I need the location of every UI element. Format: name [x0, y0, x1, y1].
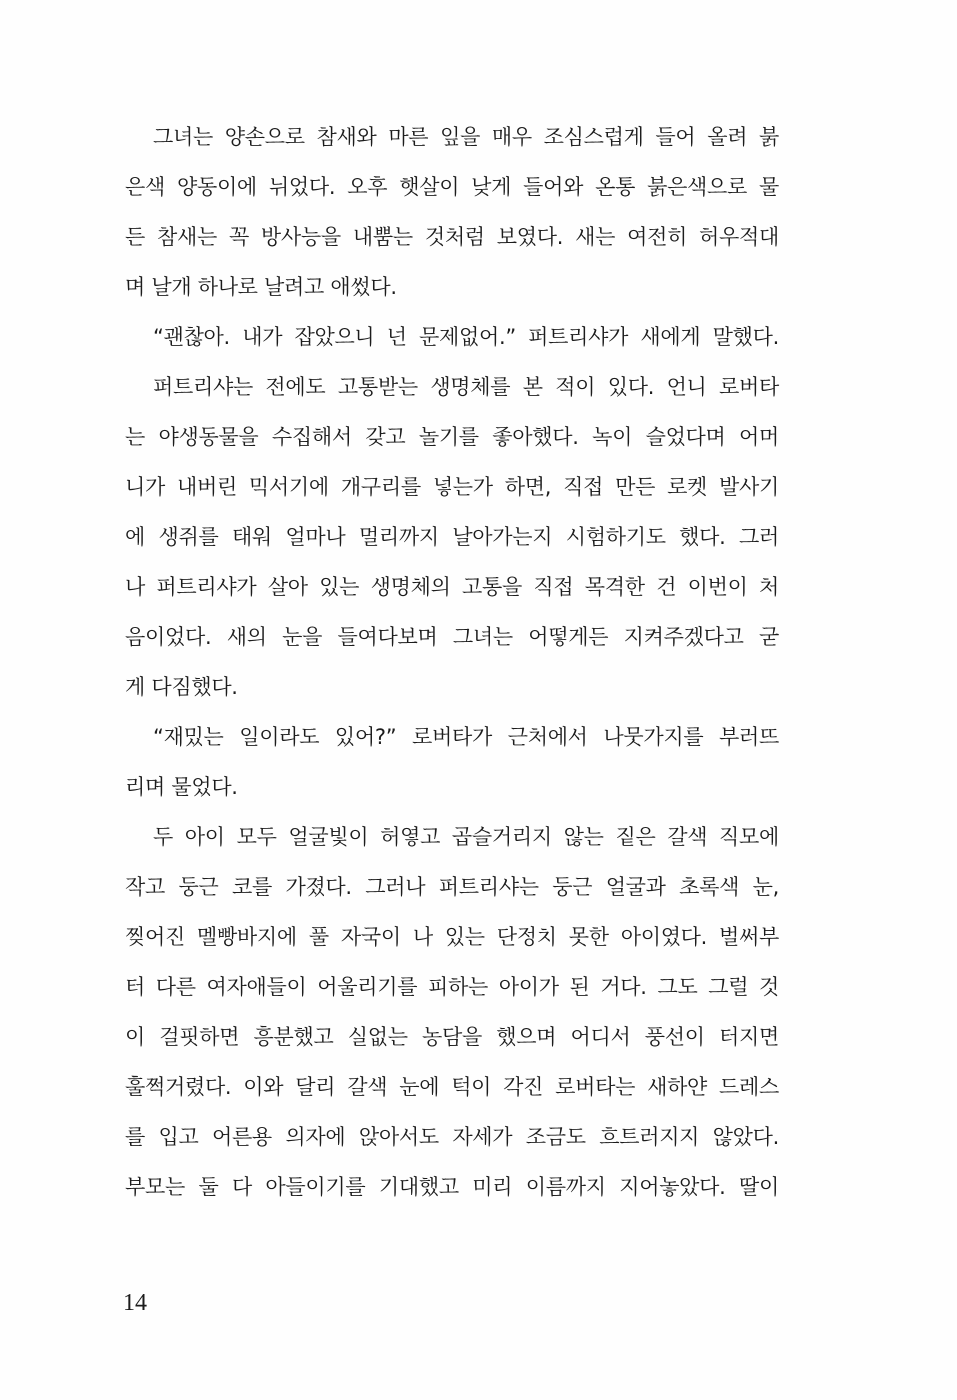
- text-line: 이 걸핏하면 흥분했고 실없는 농담을 했으며 어디서 풍선이 터지면: [125, 1025, 779, 1049]
- text-line: 리며 물었다.: [125, 775, 238, 799]
- text-line: 은색 양동이에 뉘었다. 오후 햇살이 낮게 들어와 온통 붉은색으로 물: [125, 175, 779, 199]
- text-line: 훌쩍거렸다. 이와 달리 갈색 눈에 턱이 각진 로버타는 새하얀 드레스: [125, 1075, 779, 1099]
- text-line: 니가 내버린 믹서기에 개구리를 넣는가 하면, 직접 만든 로켓 발사기: [125, 475, 779, 499]
- text-line: 부모는 둘 다 아들이기를 기대했고 미리 이름까지 지어놓았다. 딸이: [125, 1175, 779, 1199]
- text-line: “재밌는 일이라도 있어?” 로버타가 근처에서 나뭇가지를 부러뜨: [153, 725, 779, 749]
- text-line: 두 아이 모두 얼굴빛이 허옇고 곱슬거리지 않는 짙은 갈색 직모에: [153, 825, 779, 849]
- page-number: 14: [123, 1290, 147, 1316]
- text-line: 나 퍼트리샤가 살아 있는 생명체의 고통을 직접 목격한 건 이번이 처: [125, 575, 779, 599]
- text-line: 퍼트리샤는 전에도 고통받는 생명체를 본 적이 있다. 언니 로버타: [153, 375, 779, 399]
- text-line: 그녀는 양손으로 참새와 마른 잎을 매우 조심스럽게 들어 올려 붉: [153, 125, 779, 149]
- text-line: “괜찮아. 내가 잡았으니 넌 문제없어.” 퍼트리샤가 새에게 말했다.: [153, 325, 779, 349]
- text-line: 게 다짐했다.: [125, 675, 238, 699]
- text-line: 든 참새는 꼭 방사능을 내뿜는 것처럼 보였다. 새는 여전히 허우적대: [125, 225, 779, 249]
- text-line: 음이었다. 새의 눈을 들여다보며 그녀는 어떻게든 지켜주겠다고 굳: [125, 625, 779, 649]
- text-line: 는 야생동물을 수집해서 갖고 놀기를 좋아했다. 녹이 슬었다며 어머: [125, 425, 779, 449]
- text-line: 터 다른 여자애들이 어울리기를 피하는 아이가 된 거다. 그도 그럴 것: [125, 975, 779, 999]
- text-line: 찢어진 멜빵바지에 풀 자국이 나 있는 단정치 못한 아이였다. 벌써부: [125, 925, 779, 949]
- text-line: 를 입고 어른용 의자에 앉아서도 자세가 조금도 흐트러지지 않았다.: [125, 1125, 779, 1149]
- text-line: 작고 둥근 코를 가졌다. 그러나 퍼트리샤는 둥근 얼굴과 초록색 눈,: [125, 875, 779, 899]
- body-text: [125, 112, 779, 1212]
- text-line: 며 날개 하나로 날려고 애썼다.: [125, 275, 397, 299]
- text-line: 에 생쥐를 태워 얼마나 멀리까지 날아가는지 시험하기도 했다. 그러: [125, 525, 779, 549]
